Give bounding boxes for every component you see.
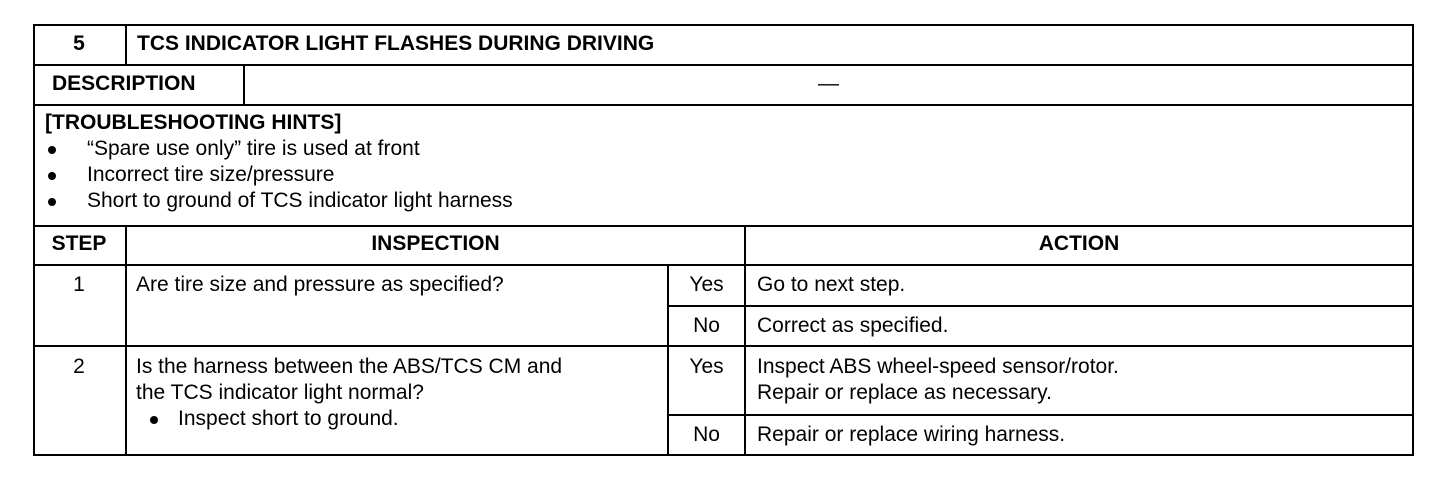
troubleshooting-table xyxy=(33,24,1414,456)
rule-step-column xyxy=(125,225,127,456)
inspection-text: Is the harness between the ABS/TCS CM and the TCS indicator light normal? Inspect short to ground. xyxy=(136,354,666,432)
no-label: No xyxy=(693,423,720,446)
description-value: — xyxy=(818,72,839,95)
rule-step2-yes-no xyxy=(667,414,1414,416)
bullet-icon xyxy=(48,198,56,206)
procedure-title: TCS INDICATOR LIGHT FLASHES DURING DRIVING xyxy=(137,32,655,55)
column-header-action: ACTION xyxy=(1038,232,1120,255)
bullet-icon xyxy=(48,172,56,180)
bullet-icon xyxy=(150,416,158,424)
description-label: DESCRIPTION xyxy=(52,72,196,95)
table-border-bottom xyxy=(33,454,1414,456)
table-border-top xyxy=(33,24,1414,26)
rule-after-step1 xyxy=(33,345,1414,347)
no-action: Correct as specified. xyxy=(757,314,949,337)
column-header-step: STEP xyxy=(51,232,107,255)
inspection-bullet: Inspect short to ground. xyxy=(136,406,666,432)
rule-step1-yes-no xyxy=(667,305,1414,307)
hint-item: “Spare use only” tire is used at front xyxy=(45,136,1405,162)
no-label: No xyxy=(693,314,720,337)
troubleshooting-hints xyxy=(45,110,1405,214)
hints-list xyxy=(45,136,1405,214)
procedure-number: 5 xyxy=(73,32,85,55)
rule-action-column xyxy=(744,225,746,456)
rule-header-number-divider xyxy=(125,24,127,64)
yes-action: Inspect ABS wheel-speed sensor/rotor. Repair or replace as necessary. xyxy=(757,355,1119,404)
rule-after-column-headers xyxy=(33,264,1414,266)
rule-after-hints xyxy=(33,225,1414,227)
yes-action: Go to next step. xyxy=(757,273,906,296)
step-number: 1 xyxy=(73,273,85,296)
no-action: Repair or replace wiring harness. xyxy=(757,423,1066,446)
yes-label: Yes xyxy=(689,273,724,296)
inspection-text: Are tire size and pressure as specified? xyxy=(136,273,504,296)
step-number: 2 xyxy=(73,355,85,378)
table-border-right xyxy=(1412,24,1414,456)
column-header-inspection: INSPECTION xyxy=(371,232,500,255)
rule-after-description xyxy=(33,104,1414,106)
hint-item: Short to ground of TCS indicator light harness xyxy=(45,188,1405,214)
hint-item: Incorrect tire size/pressure xyxy=(45,162,1405,188)
bullet-icon xyxy=(48,146,56,154)
rule-after-header xyxy=(33,64,1414,66)
hints-heading: [TROUBLESHOOTING HINTS] xyxy=(45,111,342,134)
yes-label: Yes xyxy=(689,355,724,378)
